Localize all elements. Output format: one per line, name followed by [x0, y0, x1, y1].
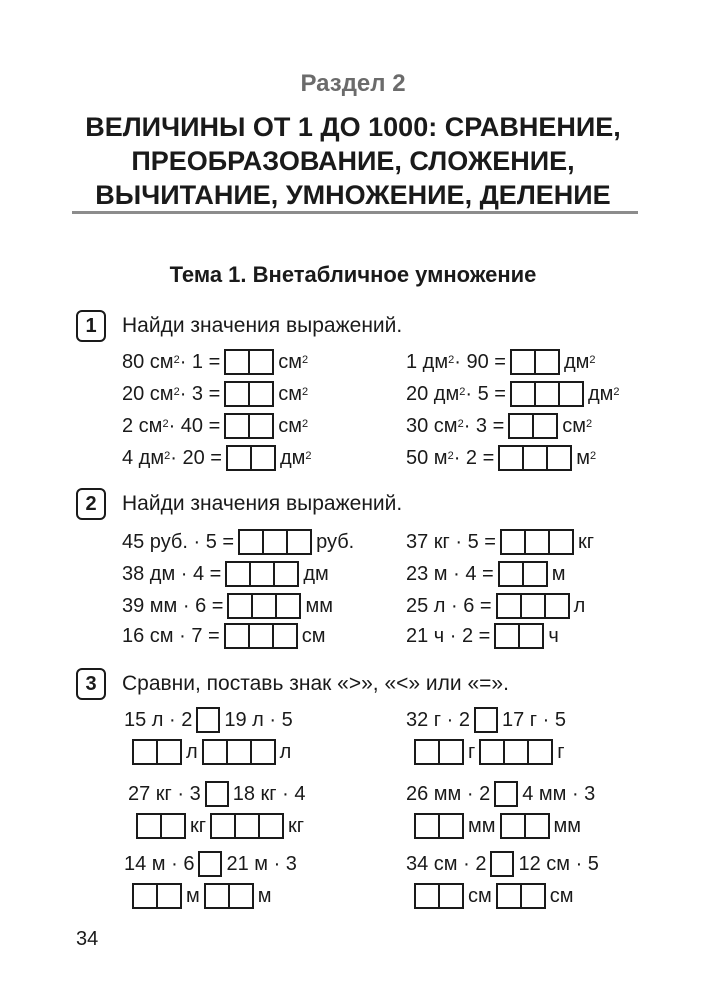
unit-label: м — [257, 884, 272, 907]
unit-label: дм — [587, 382, 614, 405]
answer-box[interactable] — [224, 381, 274, 407]
answer-digit-cell[interactable] — [522, 447, 546, 469]
expression-row — [122, 444, 311, 472]
answer-digit-cell[interactable] — [250, 447, 274, 469]
answer-digit-cell[interactable] — [275, 595, 299, 617]
comparison-sign-box[interactable] — [196, 707, 220, 733]
answer-digit-cell[interactable] — [534, 351, 558, 373]
expression-row — [122, 528, 354, 556]
expression-row — [406, 412, 592, 440]
unit-label: л — [279, 740, 292, 763]
answer-digit-cell[interactable] — [558, 383, 582, 405]
comparison-left-expression: 34 см · 2 — [406, 852, 487, 875]
answer-digit-cell[interactable] — [534, 383, 558, 405]
comparison-right-expression: 17 г · 5 — [502, 708, 566, 731]
comparison-row — [128, 780, 306, 808]
answer-digit-cell[interactable] — [156, 741, 180, 763]
answer-digit-cell[interactable] — [548, 531, 572, 553]
superscript: 2 — [457, 418, 464, 430]
answer-digit-cell[interactable] — [226, 741, 250, 763]
expression-text: · 3 = — [179, 382, 221, 405]
left-answer-box[interactable] — [414, 883, 464, 909]
unit-label: см — [549, 884, 574, 907]
chapter-title-line-2: ПРЕОБРАЗОВАНИЕ, СЛОЖЕНИЕ, — [131, 146, 575, 176]
left-answer-box[interactable] — [414, 739, 464, 765]
comparison-sign-box[interactable] — [198, 851, 222, 877]
answer-digit-cell[interactable] — [229, 595, 251, 617]
answer-digit-cell[interactable] — [262, 531, 286, 553]
answer-digit-cell[interactable] — [226, 383, 248, 405]
task-1-number-badge: 1 — [76, 310, 106, 342]
comparison-left-expression: 32 г · 2 — [406, 708, 470, 731]
answer-digit-cell[interactable] — [520, 885, 544, 907]
answer-digit-cell[interactable] — [546, 447, 570, 469]
answer-digit-cell[interactable] — [248, 625, 272, 647]
expression-row — [406, 348, 595, 376]
superscript: 2 — [302, 354, 309, 366]
superscript: 2 — [173, 354, 180, 366]
answer-digit-cell[interactable] — [416, 741, 438, 763]
unit-label: мм — [553, 814, 581, 837]
answer-box[interactable] — [496, 593, 570, 619]
superscript: 2 — [586, 418, 593, 430]
expression-row — [122, 560, 329, 588]
expression-text: · 40 = — [168, 414, 221, 437]
right-answer-box[interactable] — [479, 739, 553, 765]
answer-digit-cell[interactable] — [248, 351, 272, 373]
title-divider — [72, 211, 638, 214]
unit-label: л — [573, 594, 586, 617]
expression-row — [406, 444, 596, 472]
unit-label: см — [278, 350, 303, 373]
answer-digit-cell[interactable] — [544, 595, 568, 617]
superscript: 2 — [459, 386, 466, 398]
chapter-title-line-1: ВЕЛИЧИНЫ ОТ 1 ДО 1000: СРАВНЕНИЕ, — [85, 112, 621, 142]
superscript: 2 — [613, 386, 620, 398]
expression-text: 80 см — [122, 350, 174, 373]
expression-text: 23 м · 4 = — [406, 562, 494, 585]
unit-label: см — [562, 414, 587, 437]
answer-digit-cell[interactable] — [512, 351, 534, 373]
answer-digit-cell[interactable] — [226, 625, 248, 647]
comparison-answer-row — [132, 812, 304, 840]
expression-row — [406, 560, 565, 588]
superscript: 2 — [447, 450, 454, 462]
answer-digit-cell[interactable] — [160, 815, 184, 837]
comparison-right-expression: 12 см · 5 — [518, 852, 599, 875]
comparison-sign-box[interactable] — [205, 781, 229, 807]
comparison-right-expression: 21 м · 3 — [226, 852, 297, 875]
superscript: 2 — [305, 450, 312, 462]
comparison-row — [406, 850, 599, 878]
answer-digit-cell[interactable] — [532, 415, 556, 437]
comparison-sign-box[interactable] — [490, 851, 514, 877]
expression-text: 50 м — [406, 446, 448, 469]
expression-text: 25 л · 6 = — [406, 594, 492, 617]
answer-digit-cell[interactable] — [249, 563, 273, 585]
answer-digit-cell[interactable] — [258, 815, 282, 837]
expression-text: · 20 = — [170, 446, 222, 469]
answer-box[interactable] — [500, 529, 574, 555]
topic-heading: Тема 1. Внетабличное умножение — [169, 262, 537, 287]
comparison-sign-box[interactable] — [474, 707, 498, 733]
answer-digit-cell[interactable] — [226, 351, 248, 373]
expression-row — [122, 592, 333, 620]
expression-text: · 90 = — [454, 350, 506, 373]
unit-label: м — [576, 446, 591, 469]
right-answer-box[interactable] — [204, 883, 254, 909]
unit-label: дм — [563, 350, 590, 373]
answer-digit-cell[interactable] — [520, 595, 544, 617]
answer-digit-cell[interactable] — [502, 815, 524, 837]
page-number: 34 — [76, 928, 99, 950]
expression-text: 20 см — [122, 382, 174, 405]
answer-digit-cell[interactable] — [228, 447, 250, 469]
task-1-instruction: Найди значения выражений. — [122, 314, 403, 337]
comparison-sign-box[interactable] — [494, 781, 518, 807]
answer-digit-cell[interactable] — [227, 563, 249, 585]
unit-label: см — [468, 884, 492, 907]
expression-text: 2 см — [122, 414, 163, 437]
comparison-row — [406, 706, 566, 734]
unit-label: см — [278, 382, 303, 405]
superscript: 2 — [448, 354, 455, 366]
answer-digit-cell[interactable] — [500, 563, 522, 585]
comparison-row — [406, 780, 595, 808]
task-3-instruction: Сравни, поставь знак «>», «<» или «=». — [122, 672, 509, 695]
answer-digit-cell[interactable] — [518, 625, 542, 647]
answer-digit-cell[interactable] — [512, 383, 534, 405]
answer-box[interactable] — [225, 561, 299, 587]
answer-digit-cell[interactable] — [286, 531, 310, 553]
right-answer-box[interactable] — [496, 883, 546, 909]
answer-digit-cell[interactable] — [206, 885, 228, 907]
answer-digit-cell[interactable] — [234, 815, 258, 837]
answer-digit-cell[interactable] — [204, 741, 226, 763]
answer-box[interactable] — [238, 529, 312, 555]
task-3-number-badge: 3 — [76, 668, 106, 700]
expression-text: 38 дм · 4 = — [122, 562, 222, 585]
answer-digit-cell[interactable] — [156, 885, 180, 907]
expression-row — [122, 348, 308, 376]
answer-box[interactable] — [498, 445, 572, 471]
answer-digit-cell[interactable] — [522, 563, 546, 585]
comparison-answer-row — [128, 738, 291, 766]
answer-digit-cell[interactable] — [248, 383, 272, 405]
answer-digit-cell[interactable] — [212, 815, 234, 837]
comparison-right-expression: 18 кг · 4 — [232, 782, 306, 805]
answer-digit-cell[interactable] — [502, 531, 524, 553]
unit-label: дм — [303, 562, 329, 585]
task-2-number-badge: 2 — [76, 488, 106, 520]
answer-digit-cell[interactable] — [438, 885, 462, 907]
answer-digit-cell[interactable] — [240, 531, 262, 553]
expression-text: · 2 = — [453, 446, 495, 469]
comparison-left-expression: 14 м · 6 — [124, 852, 195, 875]
answer-digit-cell[interactable] — [481, 741, 503, 763]
answer-box[interactable] — [508, 413, 558, 439]
expression-row — [122, 380, 308, 408]
right-answer-box[interactable] — [210, 813, 284, 839]
comparison-left-expression: 26 мм · 2 — [406, 782, 491, 805]
comparison-right-expression: 19 л · 5 — [224, 708, 293, 731]
superscript: 2 — [302, 418, 309, 430]
answer-digit-cell[interactable] — [496, 625, 518, 647]
answer-digit-cell[interactable] — [500, 447, 522, 469]
answer-digit-cell[interactable] — [527, 741, 551, 763]
task-2-instruction: Найди значения выражений. — [122, 492, 403, 515]
expression-text: 16 см · 7 = — [122, 624, 220, 647]
expression-text: 45 руб. · 5 = — [122, 530, 235, 553]
chapter-title-line-3: ВЫЧИТАНИЕ, УМНОЖЕНИЕ, ДЕЛЕНИЕ — [95, 180, 611, 210]
answer-digit-cell[interactable] — [498, 595, 520, 617]
answer-digit-cell[interactable] — [503, 741, 527, 763]
expression-text: 20 дм — [406, 382, 460, 405]
unit-label: см — [278, 414, 303, 437]
answer-digit-cell[interactable] — [226, 415, 248, 437]
unit-label: дм — [279, 446, 306, 469]
answer-digit-cell[interactable] — [248, 415, 272, 437]
answer-digit-cell[interactable] — [251, 595, 275, 617]
unit-label: руб. — [316, 530, 355, 553]
unit-label: л — [186, 740, 198, 763]
expression-text: 30 см — [406, 414, 458, 437]
answer-digit-cell[interactable] — [134, 885, 156, 907]
expression-row — [122, 622, 325, 650]
left-answer-box[interactable] — [132, 883, 182, 909]
answer-digit-cell[interactable] — [272, 625, 296, 647]
expression-text: · 3 = — [463, 414, 505, 437]
answer-digit-cell[interactable] — [510, 415, 532, 437]
superscript: 2 — [173, 386, 180, 398]
unit-label: г — [468, 740, 476, 763]
expression-row — [406, 592, 585, 620]
superscript: 2 — [589, 354, 596, 366]
expression-row — [122, 412, 308, 440]
comparison-answer-row — [410, 882, 574, 910]
unit-label: кг — [288, 814, 305, 837]
expression-text: 37 кг · 5 = — [406, 530, 496, 553]
answer-box[interactable] — [224, 413, 274, 439]
superscript: 2 — [302, 386, 309, 398]
answer-box[interactable] — [227, 593, 301, 619]
answer-box[interactable] — [498, 561, 548, 587]
superscript: 2 — [590, 450, 597, 462]
expression-text: · 1 = — [179, 350, 221, 373]
answer-digit-cell[interactable] — [273, 563, 297, 585]
answer-box[interactable] — [510, 381, 584, 407]
left-answer-box[interactable] — [414, 813, 464, 839]
comparison-answer-row — [410, 738, 565, 766]
answer-digit-cell[interactable] — [524, 815, 548, 837]
expression-text: 39 мм · 6 = — [122, 594, 224, 617]
answer-digit-cell[interactable] — [438, 741, 462, 763]
unit-label: м — [551, 562, 566, 585]
comparison-right-expression: 4 мм · 3 — [522, 782, 596, 805]
left-answer-box[interactable] — [132, 739, 182, 765]
unit-label: кг — [190, 814, 207, 837]
expression-text: · 5 = — [465, 382, 506, 405]
unit-label: мм — [468, 814, 496, 837]
superscript: 2 — [164, 450, 171, 462]
answer-digit-cell[interactable] — [498, 885, 520, 907]
comparison-left-expression: 27 кг · 3 — [128, 782, 201, 805]
answer-digit-cell[interactable] — [416, 815, 438, 837]
answer-digit-cell[interactable] — [438, 815, 462, 837]
answer-box[interactable] — [510, 349, 560, 375]
answer-digit-cell[interactable] — [134, 741, 156, 763]
answer-digit-cell[interactable] — [228, 885, 252, 907]
right-answer-box[interactable] — [500, 813, 550, 839]
left-answer-box[interactable] — [136, 813, 186, 839]
answer-box[interactable] — [224, 349, 274, 375]
comparison-left-expression: 15 л · 2 — [124, 708, 193, 731]
comparison-row — [124, 706, 293, 734]
right-answer-box[interactable] — [202, 739, 276, 765]
superscript: 2 — [162, 418, 169, 430]
unit-label: мм — [305, 594, 333, 617]
answer-digit-cell[interactable] — [416, 885, 438, 907]
expression-row — [406, 380, 619, 408]
expression-row — [406, 528, 594, 556]
answer-digit-cell[interactable] — [524, 531, 548, 553]
unit-label: г — [557, 740, 565, 763]
expression-text: 21 ч · 2 = — [406, 624, 491, 647]
comparison-row — [124, 850, 297, 878]
expression-text: 1 дм — [406, 350, 449, 373]
answer-box[interactable] — [494, 623, 544, 649]
unit-label: см — [301, 624, 326, 647]
expression-row — [406, 622, 559, 650]
unit-label: кг — [577, 530, 595, 553]
answer-digit-cell[interactable] — [138, 815, 160, 837]
unit-label: ч — [548, 624, 559, 647]
answer-digit-cell[interactable] — [250, 741, 274, 763]
expression-text: 4 дм — [122, 446, 165, 469]
comparison-answer-row — [128, 882, 272, 910]
answer-box[interactable] — [224, 623, 298, 649]
unit-label: м — [186, 884, 200, 907]
comparison-answer-row — [410, 812, 581, 840]
answer-box[interactable] — [226, 445, 276, 471]
section-label: Раздел 2 — [300, 70, 406, 97]
